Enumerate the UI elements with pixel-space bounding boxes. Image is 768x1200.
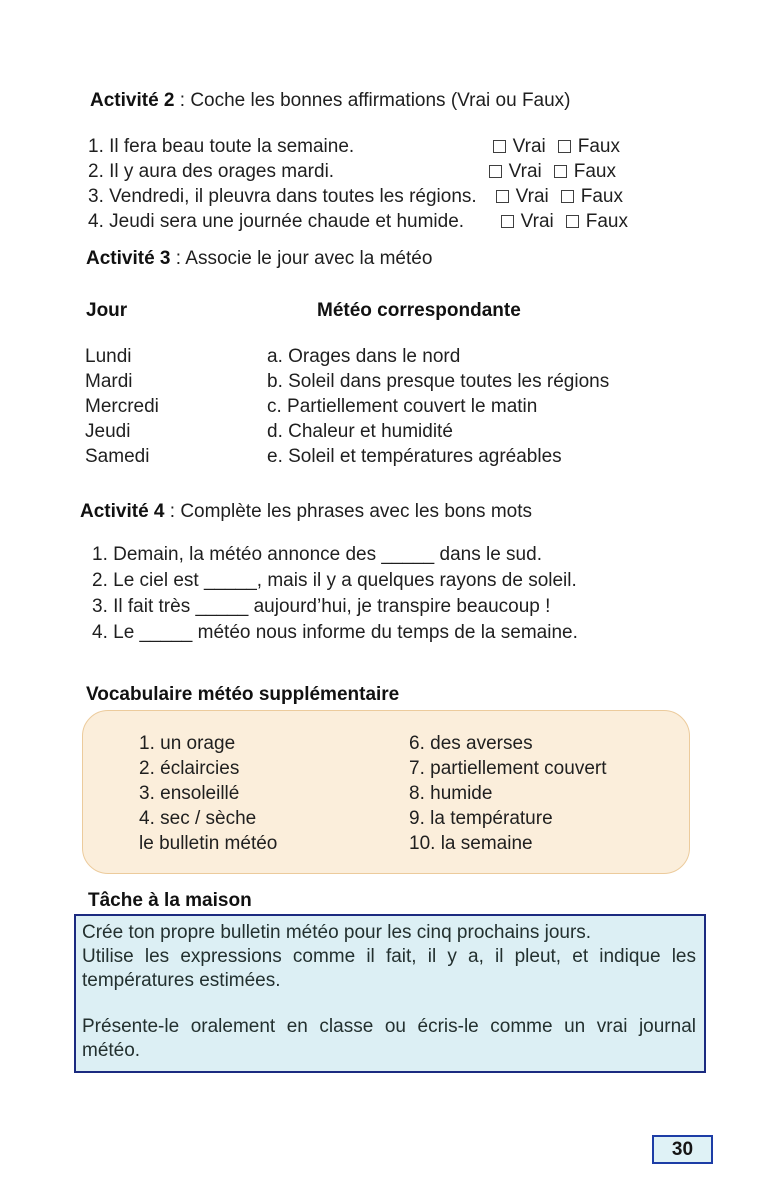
match-row [85,419,768,444]
match-rows [85,344,768,469]
vrai-checkbox[interactable] [496,190,509,203]
tf-choices [493,134,620,159]
activity4-title-bold: Activité 4 [80,501,165,522]
homework-line: températures estimées. [82,970,281,991]
column-header-day: Jour [86,300,128,321]
tf-row [88,209,630,234]
tf-choices [501,209,628,234]
weather-option: b. Soleil dans presque toutes les régions [267,371,610,392]
faux-label: Faux [580,186,623,207]
vocab-item: 8. humide [409,783,493,804]
homework-line: météo. [82,1040,141,1061]
match-row [85,444,768,469]
vocab-box [82,710,690,874]
match-row [85,344,768,369]
faux-checkbox[interactable] [554,165,567,178]
weather-option: d. Chaleur et humidité [267,421,453,442]
fill-blank-sentence: 3. Il fait très _____ aujourd’hui, je transpire beaucoup ! [92,596,551,617]
activity2-title [90,88,768,114]
vrai-checkbox[interactable] [493,140,506,153]
activity4-title-rest: : Complète les phrases avec les bons mots [164,501,532,522]
faux-label: Faux [573,161,616,182]
activity4-sentences [92,542,768,646]
vocab-item: 3. ensoleillé [139,783,240,804]
vocab-item: 4. sec / sèche [139,808,257,829]
faux-checkbox[interactable] [558,140,571,153]
column-header-weather: Météo correspondante [317,300,521,321]
homework-title: Tâche à la maison [88,890,252,911]
tf-choices [489,159,616,184]
tf-row [88,159,630,184]
tf-row [88,134,630,159]
vocab-item: 7. partiellement couvert [409,758,607,779]
page-number: 30 [671,1138,694,1160]
tf-statement: 3. Vendredi, il pleuvra dans toutes les régions. [88,186,477,207]
day-label: Jeudi [85,421,131,442]
vocab-title: Vocabulaire météo supplémentaire [86,684,400,705]
faux-label: Faux [577,136,620,157]
weather-option: e. Soleil et températures agréables [267,446,562,467]
tf-statement: 4. Jeudi sera une journée chaude et humide. [88,211,465,232]
vocab-item: 1. un orage [139,733,236,754]
homework-line: Présente-le oralement en classe ou écris-le comme un vrai journal [82,1016,696,1037]
vocab-item: le bulletin météo [139,833,278,854]
weather-option: c. Partiellement couvert le matin [267,396,538,417]
activity4-title [80,499,768,525]
vocab-item: 9. la température [409,808,553,829]
vrai-label: Vrai [515,186,549,207]
tf-choices [496,184,623,209]
activity2-title-bold: Activité 2 [90,90,175,111]
vocab-column-left [139,731,409,873]
faux-checkbox[interactable] [561,190,574,203]
day-label: Samedi [85,446,150,467]
page-number-badge [652,1135,713,1164]
vrai-checkbox[interactable] [489,165,502,178]
fill-blank-sentence: 1. Demain, la météo annonce des _____ dans le sud. [92,544,542,565]
vrai-label: Vrai [508,161,542,182]
tf-statement: 2. Il y aura des orages mardi. [88,161,335,182]
tf-statement: 1. Il fera beau toute la semaine. [88,136,355,157]
activity3-title-bold: Activité 3 [86,248,171,269]
homework-line: Crée ton propre bulletin météo pour les cinq prochains jours. [82,922,592,943]
activity3-title [86,246,768,272]
activity3-title-rest: : Associe le jour avec la météo [170,248,433,269]
homework-box [74,914,706,1073]
day-label: Mercredi [85,396,159,417]
fill-blank-sentence: 4. Le _____ météo nous informe du temps de la semaine. [92,622,578,643]
match-row [85,394,768,419]
vocab-item: 10. la semaine [409,833,533,854]
tf-row [88,184,630,209]
faux-label: Faux [585,211,628,232]
vocab-column-right [409,731,607,873]
weather-option: a. Orages dans le nord [267,346,461,367]
activity2-list [88,134,630,234]
match-header [86,298,768,324]
match-row [85,369,768,394]
activity2-title-rest: : Coche les bonnes affirmations (Vrai ou Faux) [174,90,571,111]
day-label: Lundi [85,346,132,367]
vrai-label: Vrai [520,211,554,232]
fill-blank-sentence: 2. Le ciel est _____, mais il y a quelques rayons de soleil. [92,570,577,591]
faux-checkbox[interactable] [566,215,579,228]
vocab-item: 2. éclaircies [139,758,240,779]
vocab-item: 6. des averses [409,733,533,754]
vrai-checkbox[interactable] [501,215,514,228]
vrai-label: Vrai [512,136,546,157]
homework-line: Utilise les expressions comme il fait, il y a, il pleut, et indique les [82,946,696,967]
day-label: Mardi [85,371,133,392]
